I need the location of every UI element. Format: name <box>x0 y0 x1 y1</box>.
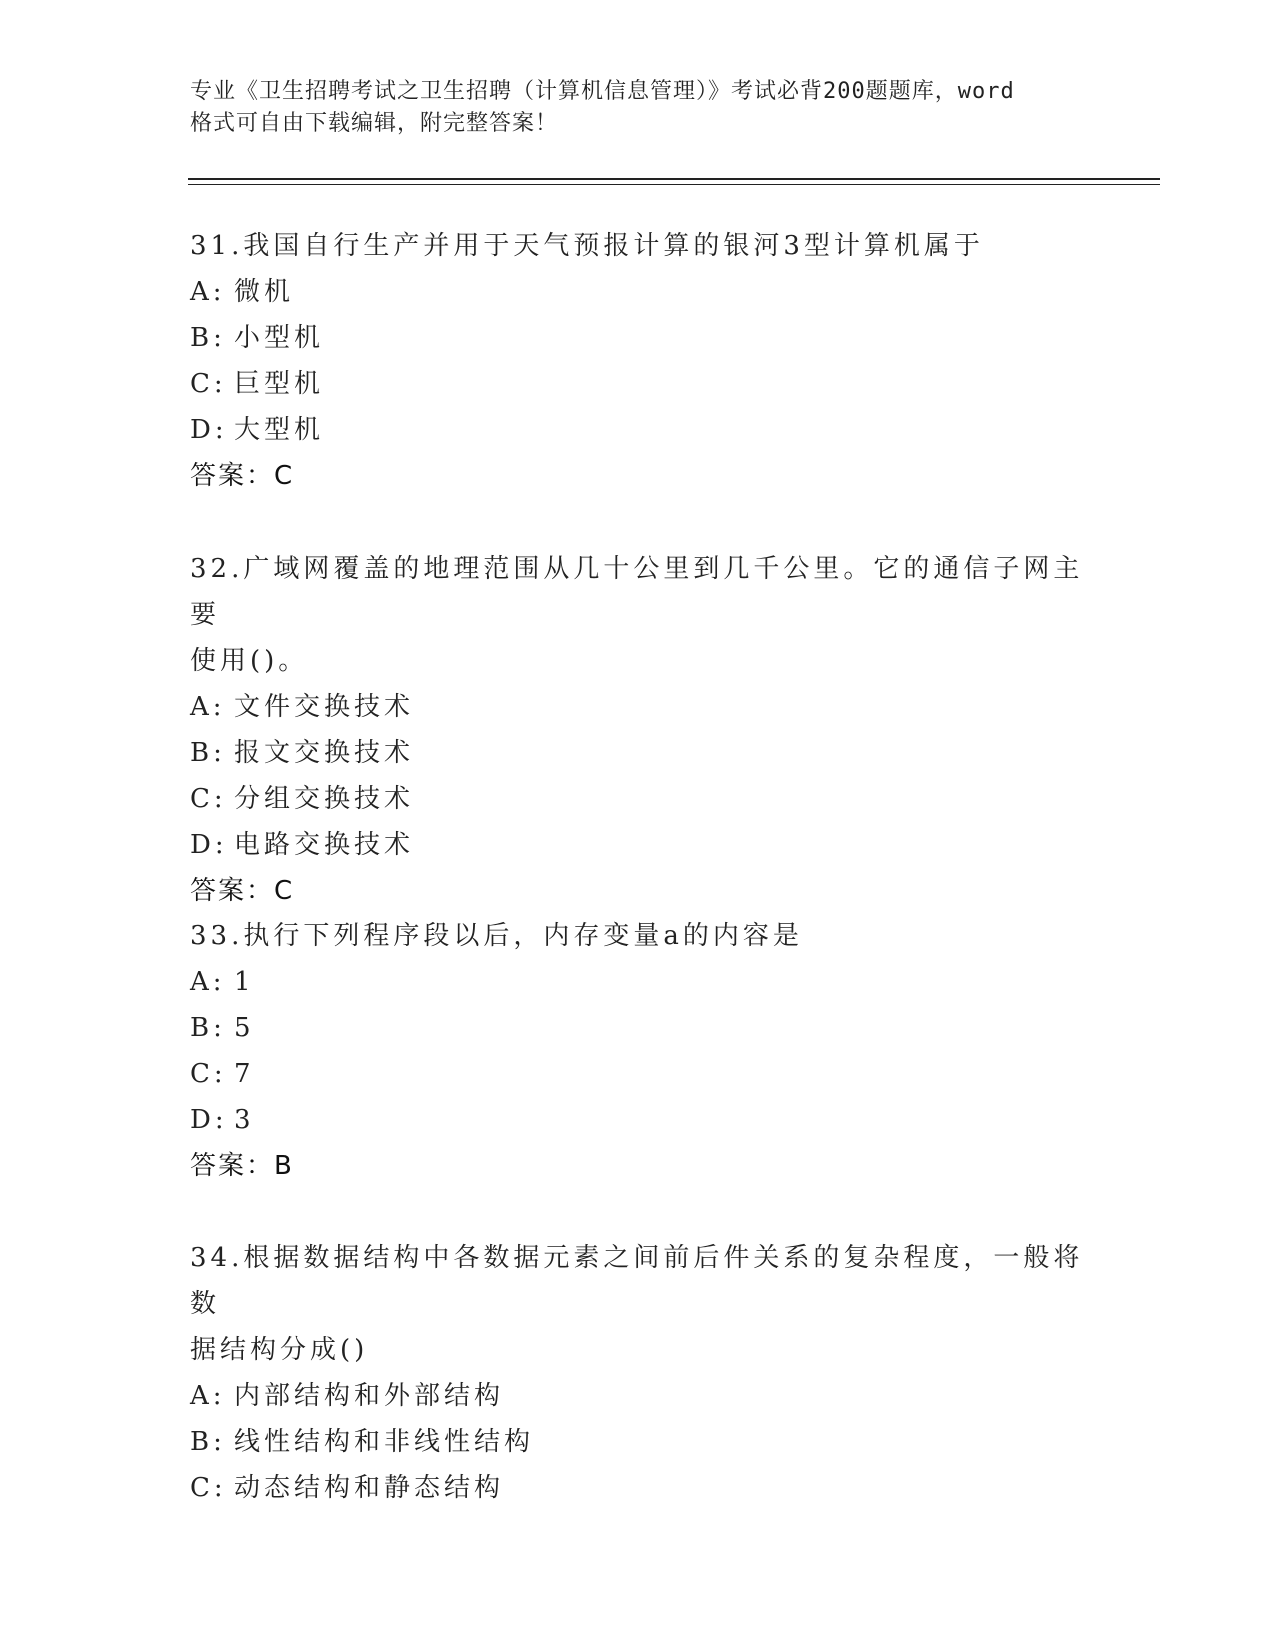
option-b <box>190 1419 1090 1465</box>
option-key: C: <box>190 1059 227 1089</box>
option-c <box>190 1051 1090 1097</box>
option-key: D: <box>190 415 228 445</box>
document-header <box>190 76 1090 140</box>
header-line-2: 格式可自由下载编辑，附完整答案！ <box>190 111 559 136</box>
option-text: 巨型机 <box>234 369 325 399</box>
option-d <box>190 1097 1090 1143</box>
option-key: A: <box>190 277 226 307</box>
option-key: D: <box>190 830 228 860</box>
option-text: 内部结构和外部结构 <box>234 1381 505 1411</box>
option-d <box>190 822 1090 868</box>
question-34 <box>190 1235 1090 1511</box>
option-c <box>190 776 1090 822</box>
option-text: 小型机 <box>234 323 325 353</box>
option-key: B: <box>190 738 226 768</box>
option-key: B: <box>190 1013 226 1043</box>
option-key: C: <box>190 1473 227 1503</box>
header-divider-thin <box>188 184 1160 185</box>
question-stem: 31.我国自行生产并用于天气预报计算的银河3型计算机属于 <box>190 231 984 261</box>
option-a <box>190 684 1090 730</box>
option-b <box>190 1005 1090 1051</box>
option-text: 电路交换技术 <box>234 830 415 860</box>
question-stem: 33.执行下列程序段以后，内存变量a的内容是 <box>190 921 803 951</box>
option-key: C: <box>190 369 227 399</box>
option-a <box>190 959 1090 1005</box>
answer: 答案：B <box>190 1151 294 1181</box>
option-text: 分组交换技术 <box>234 784 415 814</box>
header-line-1: 专业《卫生招聘考试之卫生招聘（计算机信息管理）》考试必背200题题库，word <box>190 79 1015 104</box>
option-key: A: <box>190 967 226 997</box>
question-stem-line-2: 据结构分成() <box>190 1335 369 1365</box>
option-a <box>190 269 1090 315</box>
option-text: 5 <box>234 1013 255 1043</box>
option-text: 线性结构和非线性结构 <box>234 1427 535 1457</box>
option-text: 1 <box>234 967 255 997</box>
option-text: 动态结构和静态结构 <box>234 1473 505 1503</box>
option-key: A: <box>190 692 226 722</box>
option-a <box>190 1373 1090 1419</box>
option-key: C: <box>190 784 227 814</box>
option-key: D: <box>190 1105 228 1135</box>
question-stem-line-1: 32.广域网覆盖的地理范围从几十公里到几千公里。它的通信子网主要 <box>190 554 1084 630</box>
option-c <box>190 361 1090 407</box>
question-31 <box>190 223 1090 499</box>
question-stem-line-1: 34.根据数据结构中各数据元素之间前后件关系的复杂程度，一般将数 <box>190 1243 1084 1319</box>
option-key: B: <box>190 1427 226 1457</box>
option-text: 报文交换技术 <box>234 738 415 768</box>
question-33 <box>190 913 1090 1189</box>
option-b <box>190 730 1090 776</box>
option-d <box>190 407 1090 453</box>
option-key: A: <box>190 1381 226 1411</box>
option-b <box>190 315 1090 361</box>
answer: 答案：C <box>190 876 295 906</box>
option-text: 大型机 <box>234 415 325 445</box>
question-stem-line-2: 使用()。 <box>190 646 309 676</box>
option-text: 3 <box>234 1105 255 1135</box>
option-key: B: <box>190 323 226 353</box>
answer: 答案：C <box>190 461 295 491</box>
option-text: 文件交换技术 <box>234 692 415 722</box>
question-32 <box>190 546 1090 914</box>
option-text: 7 <box>234 1059 255 1089</box>
option-text: 微机 <box>234 277 295 307</box>
header-divider-thick <box>188 178 1160 180</box>
option-c <box>190 1465 1090 1511</box>
